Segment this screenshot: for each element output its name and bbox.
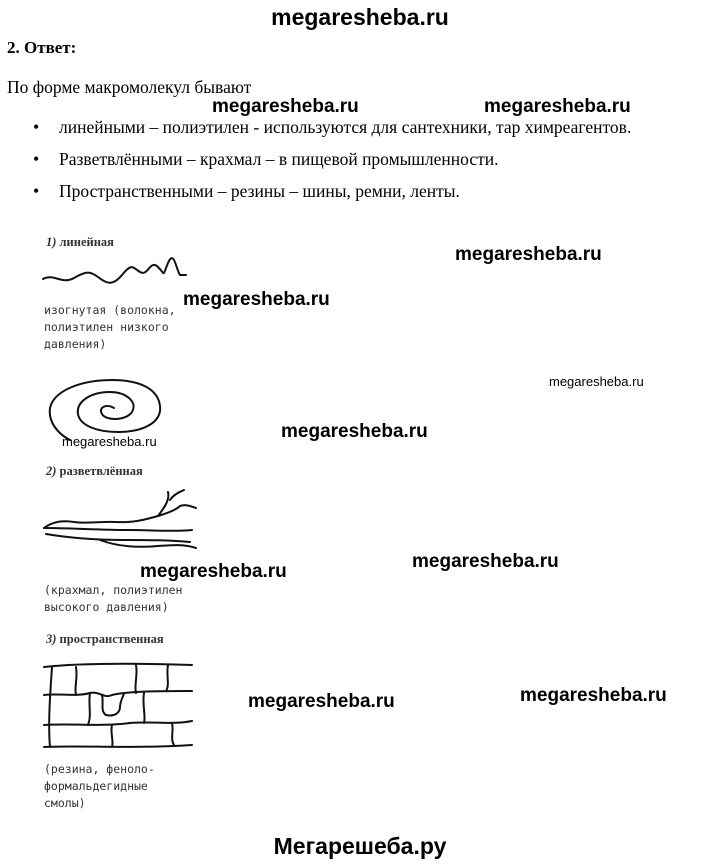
figure-branched-caption: (крахмал, полиэтилен высокого давления) xyxy=(44,583,183,614)
figure-spatial-heading xyxy=(46,632,164,647)
watermark: megaresheba.ru xyxy=(140,561,287,582)
figure-spatial-caption: (резина, феноло- формальдегидные смолы) xyxy=(44,762,155,810)
watermark: megaresheba.ru xyxy=(455,244,602,265)
watermark-small: megaresheba.ru xyxy=(549,374,644,389)
watermark-small: megaresheba.ru xyxy=(62,434,157,449)
figure-branched-heading xyxy=(46,464,143,479)
watermark: megaresheba.ru xyxy=(212,96,359,117)
branched-chain-illustration xyxy=(40,488,200,558)
linear-chain-illustration xyxy=(40,255,190,295)
watermark: megaresheba.ru xyxy=(412,551,559,572)
bullet-list xyxy=(33,114,709,204)
answer-label: 2. Ответ: xyxy=(7,38,77,57)
watermark: megaresheba.ru xyxy=(248,691,395,712)
figure-title: линейная xyxy=(59,235,114,249)
figure-linear-caption: изогнутая (волокна, полиэтилен низкого давления) xyxy=(44,303,176,351)
bullet-item xyxy=(33,146,709,172)
watermark: megaresheba.ru xyxy=(183,289,330,310)
watermark: megaresheba.ru xyxy=(484,96,631,117)
figure-title: разветвлённая xyxy=(59,464,143,478)
watermark: megaresheba.ru xyxy=(520,685,667,706)
figure-title: пространственная xyxy=(59,632,164,646)
figure-linear-heading xyxy=(46,235,114,250)
site-title: megaresheba.ru xyxy=(271,4,449,30)
bullet-text: Разветвлёнными – крахмал – в пищевой промышленности. xyxy=(59,149,499,169)
figure-number: 2) xyxy=(46,464,57,478)
bullet-item xyxy=(33,178,709,204)
bullet-text: Пространственными – резины – шины, ремни, ленты. xyxy=(59,181,460,201)
network-polymer-illustration xyxy=(40,655,200,755)
watermark: megaresheba.ru xyxy=(281,421,428,442)
figure-number: 1) xyxy=(46,235,57,249)
footer-site-title: Мегарешеба.ру xyxy=(273,833,447,859)
intro-text: По форме макромолекул бывают xyxy=(7,77,252,97)
figure-number: 3) xyxy=(46,632,57,646)
bullet-text: линейными – полиэтилен - используются для сантехники, тар химреагентов. xyxy=(59,117,632,137)
